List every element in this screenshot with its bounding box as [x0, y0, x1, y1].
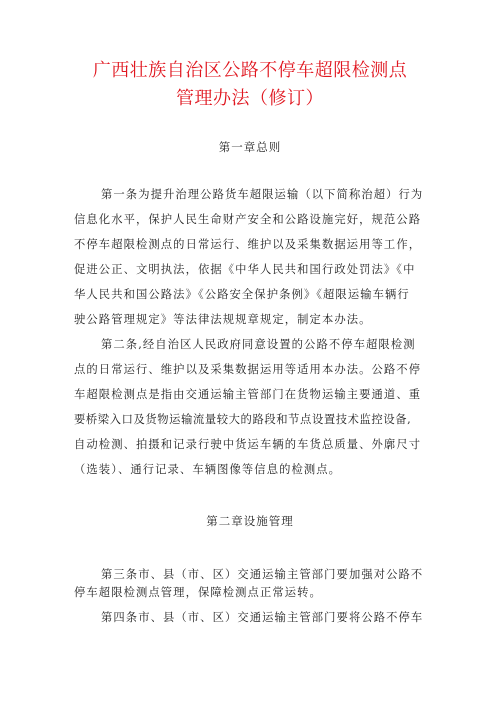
article-2-line: 点的日常运行、维护以及采集数据运用等适用本办法。公路不停: [74, 363, 422, 376]
article-1-line: 不停车超限检测点的日常运行、维护以及采集数据运用等工作，: [74, 238, 422, 251]
article-4-line: 第四条市、县（市、区）交通运输主管部门要将公路不停车: [101, 611, 424, 624]
article-1-line: 信息化水平，保护人民生命财产安全和公路设施完好，规范公路: [74, 213, 422, 226]
article-1-line: 第一条为提升治理公路货车超限运输（以下简称治超）行为: [101, 188, 424, 201]
article-2-line: 自动检测、拍摄和记录行驶中货运车辆的车货总质量、外廓尺寸: [74, 438, 422, 451]
article-1-line: 促进公正、文明执法，依据《中华人民共和国行政处罚法》《中: [74, 263, 416, 276]
document-title-line-1: 广西壮族自治区公路不停车超限检测点: [92, 60, 408, 81]
chapter-2-heading: 第二章设施管理: [206, 514, 294, 528]
document-title-line-2: 管理办法（修订）: [176, 88, 324, 109]
article-2-line: 第二条,经自治区人民政府同意设置的公路不停车超限检测: [101, 338, 416, 351]
article-2-line: 车超限检测点是指由交通运输主管部门在货物运输主要通道、重: [74, 388, 422, 401]
article-3-line: 第三条市、县（市、区）交通运输主管部门要加强对公路不: [101, 568, 424, 581]
chapter-1-heading: 第一章总则: [218, 140, 282, 154]
article-2-line: 要桥梁入口及货物运输流量较大的路段和节点设置技术监控设备,: [74, 413, 412, 426]
article-1-line: 驶公路管理规定》等法律法规规章规定，制定本办法。: [74, 313, 372, 326]
article-2-line: （选装）、通行记录、车辆图像等信息的检测点。: [74, 463, 342, 476]
article-1-line: 华人民共和国公路法》《公路安全保护条例》《超限运输车辆行: [74, 288, 410, 301]
article-3-line: 停车超限检测点管理，保障检测点正常运转。: [74, 586, 322, 599]
